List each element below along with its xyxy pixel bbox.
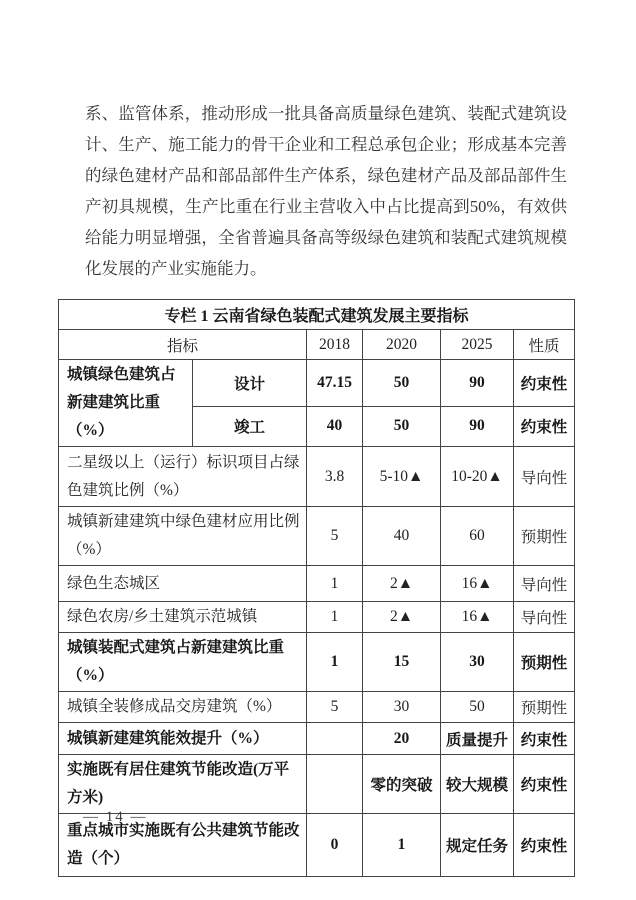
row-indicator: 绿色农房/乡土建筑示范城镇 — [59, 602, 307, 633]
row-value-2018: 5 — [307, 507, 363, 566]
row-value-2020: 50 — [363, 360, 441, 407]
col-header-2020: 2020 — [363, 330, 441, 360]
row-nature: 约束性 — [514, 814, 575, 877]
row-sub-label: 设计 — [193, 360, 307, 407]
table-row — [59, 723, 575, 755]
row-nature: 约束性 — [514, 360, 575, 407]
row-value-2020: 40 — [363, 507, 441, 566]
row-value-2018 — [307, 723, 363, 755]
page-number: — 14 — — [83, 809, 148, 825]
col-header-indicator: 指标 — [59, 330, 307, 360]
row-value-2018: 40 — [307, 406, 363, 446]
row-value-2020: 1 — [363, 814, 441, 877]
table-title: 专栏 1 云南省绿色装配式建筑发展主要指标 — [59, 300, 575, 330]
row-value-2018: 1 — [307, 602, 363, 633]
row-value-2020: 30 — [363, 692, 441, 723]
row-value-2018: 0 — [307, 814, 363, 877]
row-nature: 预期性 — [514, 692, 575, 723]
row-indicator: 城镇新建建筑中绿色建材应用比例（%） — [59, 507, 307, 566]
row-value-2025: 规定任务 — [441, 814, 514, 877]
table-row — [59, 447, 575, 507]
row-indicator: 城镇全装修成品交房建筑（%） — [59, 692, 307, 723]
table-row — [59, 692, 575, 723]
row-value-2020: 15 — [363, 633, 441, 692]
row-indicator: 重点城市实施既有公共建筑节能改造（个） — [59, 814, 307, 877]
col-header-2025: 2025 — [441, 330, 514, 360]
row-nature: 预期性 — [514, 507, 575, 566]
table-row — [59, 755, 575, 814]
row-nature: 约束性 — [514, 723, 575, 755]
row-value-2025: 60 — [441, 507, 514, 566]
row-nature: 导向性 — [514, 602, 575, 633]
table-row — [59, 633, 575, 692]
row-nature: 导向性 — [514, 447, 575, 507]
row-indicator: 实施既有居住建筑节能改造(万平方米) — [59, 755, 307, 814]
row-value-2018: 1 — [307, 633, 363, 692]
row-value-2020: 2▲ — [363, 566, 441, 602]
row-indicator: 城镇新建建筑能效提升（%） — [59, 723, 307, 755]
table-row — [59, 566, 575, 602]
row-value-2025: 50 — [441, 692, 514, 723]
row-sub-label: 竣工 — [193, 406, 307, 446]
row-nature: 约束性 — [514, 755, 575, 814]
table-row — [59, 507, 575, 566]
row-value-2018: 3.8 — [307, 447, 363, 507]
body-paragraph: 系、监管体系，推动形成一批具备高质量绿色建筑、装配式建筑设计、生产、施工能力的骨干企业和工程总承包企业；形成基本完善的绿色建材产品和部品部件生产体系，绿色建材产品及部品部件生产初具规模，生产比重在行业主营收入中占比提高到50%，有效供给能力明显增强，全省普遍具备高等级绿色建筑和装配式建筑规模化发展的产业实施能力。 — [85, 104, 567, 278]
row-indicator: 二星级以上（运行）标识项目占绿色建筑比例（%） — [59, 447, 307, 507]
row-value-2020: 20 — [363, 723, 441, 755]
row-value-2020: 2▲ — [363, 602, 441, 633]
table-row — [59, 602, 575, 633]
row-value-2025: 90 — [441, 360, 514, 407]
row-value-2020: 50 — [363, 406, 441, 446]
row-value-2025: 质量提升 — [441, 723, 514, 755]
row-nature: 预期性 — [514, 633, 575, 692]
row-indicator: 城镇装配式建筑占新建建筑比重（%） — [59, 633, 307, 692]
row-value-2018 — [307, 755, 363, 814]
indicators-table — [58, 299, 575, 877]
row-value-2025: 较大规模 — [441, 755, 514, 814]
table-row — [59, 360, 575, 407]
col-header-2018: 2018 — [307, 330, 363, 360]
row-nature: 导向性 — [514, 566, 575, 602]
row-value-2018: 5 — [307, 692, 363, 723]
row-value-2025: 30 — [441, 633, 514, 692]
row-value-2025: 10-20▲ — [441, 447, 514, 507]
col-header-nature: 性质 — [514, 330, 575, 360]
row-value-2025: 16▲ — [441, 566, 514, 602]
row-indicator: 绿色生态城区 — [59, 566, 307, 602]
row-value-2018: 47.15 — [307, 360, 363, 407]
row-value-2018: 1 — [307, 566, 363, 602]
row-nature: 约束性 — [514, 406, 575, 446]
row-value-2020: 零的突破 — [363, 755, 441, 814]
row-value-2025: 16▲ — [441, 602, 514, 633]
row-value-2020: 5-10▲ — [363, 447, 441, 507]
row-value-2025: 90 — [441, 406, 514, 446]
row-indicator: 城镇绿色建筑占新建建筑比重（%） — [59, 360, 193, 447]
